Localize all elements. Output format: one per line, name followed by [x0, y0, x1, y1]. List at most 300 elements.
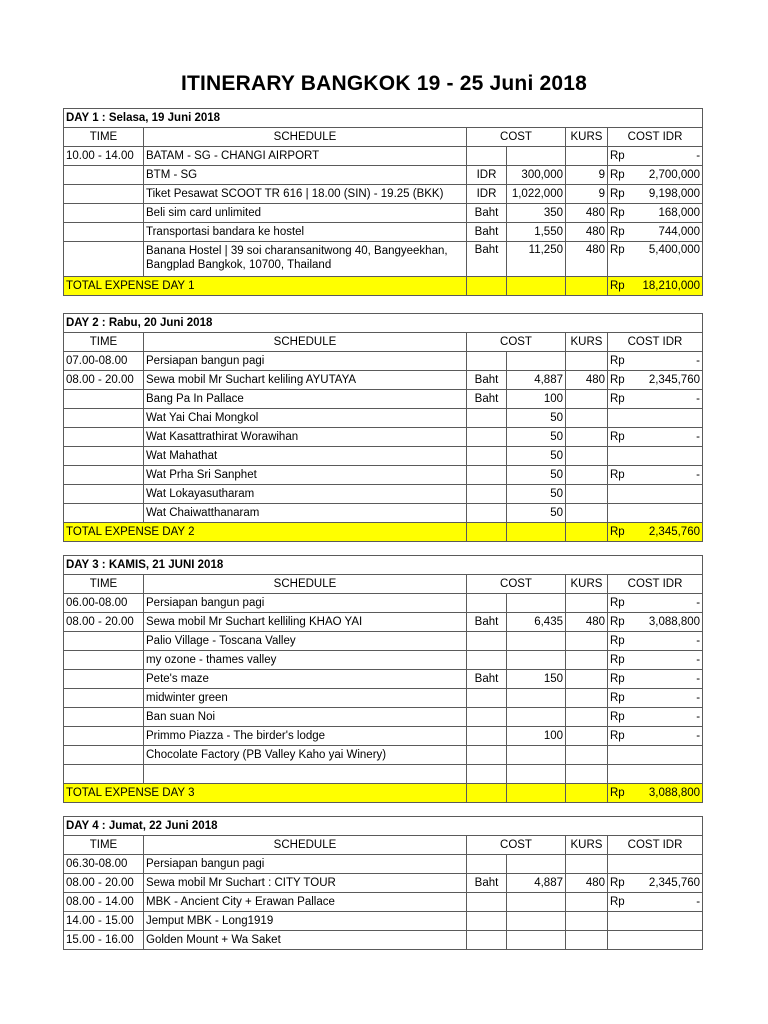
- time-cell: [64, 185, 144, 204]
- schedule-cell: MBK - Ancient City + Erawan Pallace: [144, 893, 467, 912]
- cost-idr-cell: 3,088,800: [627, 613, 703, 632]
- schedule-cell: Ban suan Noi: [144, 708, 467, 727]
- header-time: TIME: [64, 333, 144, 352]
- header-cost: COST: [467, 333, 566, 352]
- currency-cell: Baht: [467, 242, 507, 277]
- time-cell: [64, 651, 144, 670]
- header-kurs: KURS: [566, 836, 608, 855]
- total-cost-idr: 3,088,800: [627, 784, 703, 803]
- schedule-cell: Pete's maze: [144, 670, 467, 689]
- table-row: [64, 485, 703, 504]
- table-row: [64, 166, 703, 185]
- cost-cell: [507, 931, 566, 950]
- rp-label-cell: Rp: [608, 204, 627, 223]
- header-cost: COST: [467, 128, 566, 147]
- rp-label-cell: Rp: [608, 147, 627, 166]
- header-cost-idr: COST IDR: [608, 333, 703, 352]
- cost-idr-cell: [627, 504, 703, 523]
- rp-label-cell: [608, 765, 627, 784]
- currency-cell: [467, 765, 507, 784]
- day-title: DAY 1 : Selasa, 19 Juni 2018: [64, 109, 703, 128]
- currency-cell: [467, 147, 507, 166]
- header-cost: COST: [467, 836, 566, 855]
- day-title-row: [64, 817, 703, 836]
- time-cell: [64, 670, 144, 689]
- table-row: [64, 428, 703, 447]
- cost-idr-cell: -: [627, 390, 703, 409]
- table-row: [64, 893, 703, 912]
- rp-label-cell: Rp: [608, 670, 627, 689]
- rp-label-cell: Rp: [608, 594, 627, 613]
- time-cell: [64, 428, 144, 447]
- header-schedule: SCHEDULE: [144, 575, 467, 594]
- time-cell: [64, 390, 144, 409]
- total-currency-cell: [467, 277, 507, 296]
- schedule-cell: Persiapan bangun pagi: [144, 855, 467, 874]
- cost-cell: [507, 708, 566, 727]
- table-row: [64, 204, 703, 223]
- cost-idr-cell: [627, 485, 703, 504]
- kurs-cell: [566, 855, 608, 874]
- day-3-table: [63, 555, 703, 803]
- time-cell: [64, 204, 144, 223]
- kurs-cell: [566, 409, 608, 428]
- header-row: [64, 836, 703, 855]
- table-row: [64, 746, 703, 765]
- cost-cell: 50: [507, 409, 566, 428]
- schedule-cell: Persiapan bangun pagi: [144, 594, 467, 613]
- table-row: [64, 651, 703, 670]
- currency-cell: Baht: [467, 371, 507, 390]
- header-row: [64, 575, 703, 594]
- kurs-cell: 480: [566, 371, 608, 390]
- time-cell: [64, 689, 144, 708]
- time-cell: 14.00 - 15.00: [64, 912, 144, 931]
- cost-cell: [507, 594, 566, 613]
- cost-idr-cell: 5,400,000: [627, 242, 703, 277]
- rp-label-cell: [608, 485, 627, 504]
- cost-cell: [507, 689, 566, 708]
- currency-cell: [467, 727, 507, 746]
- rp-label-cell: Rp: [608, 874, 627, 893]
- total-label: [64, 277, 467, 296]
- time-cell: [64, 447, 144, 466]
- kurs-cell: [566, 765, 608, 784]
- kurs-cell: 480: [566, 204, 608, 223]
- time-cell: [64, 409, 144, 428]
- header-schedule: SCHEDULE: [144, 333, 467, 352]
- schedule-cell: Transportasi bandara ke hostel: [144, 223, 467, 242]
- total-rp-label: Rp: [608, 523, 627, 542]
- schedule-cell: Wat Yai Chai Mongkol: [144, 409, 467, 428]
- cost-idr-cell: [627, 855, 703, 874]
- schedule-cell: Beli sim card unlimited: [144, 204, 467, 223]
- currency-cell: Baht: [467, 223, 507, 242]
- cost-idr-cell: 2,345,760: [627, 371, 703, 390]
- total-label-text: TOTAL EXPENSE DAY 2: [66, 525, 195, 538]
- schedule-cell: midwinter green: [144, 689, 467, 708]
- schedule-cell: Wat Chaiwatthanaram: [144, 504, 467, 523]
- kurs-cell: [566, 594, 608, 613]
- rp-label-cell: Rp: [608, 352, 627, 371]
- currency-cell: IDR: [467, 185, 507, 204]
- header-time: TIME: [64, 836, 144, 855]
- time-cell: 06.00-08.00: [64, 594, 144, 613]
- currency-cell: [467, 746, 507, 765]
- cost-idr-cell: -: [627, 147, 703, 166]
- cost-cell: [507, 855, 566, 874]
- kurs-cell: [566, 746, 608, 765]
- cost-idr-cell: 168,000: [627, 204, 703, 223]
- kurs-cell: 9: [566, 166, 608, 185]
- currency-cell: [467, 594, 507, 613]
- header-schedule: SCHEDULE: [144, 836, 467, 855]
- itinerary-table: [63, 816, 703, 950]
- cost-cell: 50: [507, 466, 566, 485]
- table-row: [64, 371, 703, 390]
- time-cell: [64, 166, 144, 185]
- cost-cell: 4,887: [507, 874, 566, 893]
- table-row: [64, 931, 703, 950]
- table-row: [64, 613, 703, 632]
- table-row: [64, 874, 703, 893]
- cost-cell: [507, 632, 566, 651]
- table-row: [64, 632, 703, 651]
- table-row: [64, 708, 703, 727]
- time-cell: [64, 708, 144, 727]
- schedule-cell: BATAM - SG - CHANGI AIRPORT: [144, 147, 467, 166]
- cost-idr-cell: [627, 447, 703, 466]
- total-kurs-cell: [566, 523, 608, 542]
- cost-idr-cell: -: [627, 594, 703, 613]
- total-kurs-cell: [566, 784, 608, 803]
- cost-idr-cell: 744,000: [627, 223, 703, 242]
- kurs-cell: [566, 147, 608, 166]
- cost-idr-cell: -: [627, 708, 703, 727]
- kurs-cell: [566, 931, 608, 950]
- kurs-cell: [566, 352, 608, 371]
- cost-idr-cell: 2,700,000: [627, 166, 703, 185]
- currency-cell: [467, 447, 507, 466]
- time-cell: [64, 485, 144, 504]
- cost-idr-cell: -: [627, 428, 703, 447]
- schedule-cell: Jemput MBK - Long1919: [144, 912, 467, 931]
- total-rp-label: Rp: [608, 277, 627, 296]
- cost-cell: [507, 912, 566, 931]
- document-title: ITINERARY BANGKOK 19 - 25 Juni 2018: [180, 72, 588, 95]
- day-4-table: [63, 816, 703, 950]
- currency-cell: [467, 352, 507, 371]
- rp-label-cell: [608, 931, 627, 950]
- schedule-cell: Sewa mobil Mr Suchart kelliling KHAO YAI: [144, 613, 467, 632]
- schedule-cell: Persiapan bangun pagi: [144, 352, 467, 371]
- itinerary-table: [63, 108, 703, 296]
- header-row: [64, 333, 703, 352]
- currency-cell: [467, 912, 507, 931]
- day-title-row: [64, 109, 703, 128]
- schedule-cell: Sewa mobil Mr Suchart keliling AYUTAYA: [144, 371, 467, 390]
- total-row: [64, 784, 703, 803]
- rp-label-cell: Rp: [608, 613, 627, 632]
- rp-label-cell: Rp: [608, 727, 627, 746]
- schedule-cell: Wat Lokayasutharam: [144, 485, 467, 504]
- table-row: [64, 727, 703, 746]
- rp-label-cell: Rp: [608, 632, 627, 651]
- currency-cell: [467, 409, 507, 428]
- rp-label-cell: [608, 912, 627, 931]
- table-row: [64, 390, 703, 409]
- cost-idr-cell: -: [627, 632, 703, 651]
- day-title: DAY 4 : Jumat, 22 Juni 2018: [64, 817, 703, 836]
- table-row: [64, 409, 703, 428]
- time-cell: 15.00 - 16.00: [64, 931, 144, 950]
- header-kurs: KURS: [566, 333, 608, 352]
- table-row: [64, 147, 703, 166]
- time-cell: 08.00 - 20.00: [64, 613, 144, 632]
- cost-idr-cell: [627, 912, 703, 931]
- kurs-cell: [566, 708, 608, 727]
- schedule-cell: Primmo Piazza - The birder's lodge: [144, 727, 467, 746]
- cost-idr-cell: -: [627, 352, 703, 371]
- rp-label-cell: [608, 855, 627, 874]
- rp-label-cell: Rp: [608, 651, 627, 670]
- cost-cell: 50: [507, 428, 566, 447]
- total-row: [64, 277, 703, 296]
- cost-cell: [507, 651, 566, 670]
- currency-cell: [467, 689, 507, 708]
- day-title-row: [64, 556, 703, 575]
- kurs-cell: 9: [566, 185, 608, 204]
- kurs-cell: [566, 466, 608, 485]
- table-row: [64, 504, 703, 523]
- table-row: [64, 689, 703, 708]
- cost-cell: [507, 746, 566, 765]
- time-cell: 07.00-08.00: [64, 352, 144, 371]
- kurs-cell: [566, 447, 608, 466]
- header-time: TIME: [64, 575, 144, 594]
- schedule-cell: Chocolate Factory (PB Valley Kaho yai Winery): [144, 746, 467, 765]
- day-title-row: [64, 314, 703, 333]
- rp-label-cell: Rp: [608, 428, 627, 447]
- total-currency-cell: [467, 784, 507, 803]
- rp-label-cell: Rp: [608, 242, 627, 277]
- cost-idr-cell: -: [627, 670, 703, 689]
- kurs-cell: [566, 390, 608, 409]
- kurs-cell: [566, 893, 608, 912]
- time-cell: 08.00 - 20.00: [64, 371, 144, 390]
- cost-cell: 300,000: [507, 166, 566, 185]
- time-cell: [64, 466, 144, 485]
- currency-cell: [467, 485, 507, 504]
- kurs-cell: 480: [566, 613, 608, 632]
- total-currency-cell: [467, 523, 507, 542]
- time-cell: [64, 746, 144, 765]
- currency-cell: IDR: [467, 166, 507, 185]
- kurs-cell: [566, 504, 608, 523]
- schedule-cell: Palio Village - Toscana Valley: [144, 632, 467, 651]
- schedule-cell: Banana Hostel | 39 soi charansanitwong 40, Bangyeekhan, Bangplad Bangkok, 10700, Thailand: [144, 242, 467, 277]
- rp-label-cell: Rp: [608, 390, 627, 409]
- total-cost-idr: 2,345,760: [627, 523, 703, 542]
- day-title: DAY 3 : KAMIS, 21 JUNI 2018: [64, 556, 703, 575]
- schedule-cell: [144, 765, 467, 784]
- time-cell: [64, 504, 144, 523]
- cost-cell: 50: [507, 447, 566, 466]
- cost-cell: 1,550: [507, 223, 566, 242]
- schedule-cell: Wat Prha Sri Sanphet: [144, 466, 467, 485]
- cost-idr-cell: -: [627, 689, 703, 708]
- cost-cell: 4,887: [507, 371, 566, 390]
- rp-label-cell: [608, 409, 627, 428]
- header-cost: COST: [467, 575, 566, 594]
- day-1-table: [63, 108, 703, 296]
- currency-cell: Baht: [467, 874, 507, 893]
- rp-label-cell: [608, 746, 627, 765]
- time-cell: 06.30-08.00: [64, 855, 144, 874]
- time-cell: [64, 223, 144, 242]
- kurs-cell: [566, 912, 608, 931]
- total-label: [64, 784, 467, 803]
- currency-cell: Baht: [467, 613, 507, 632]
- header-cost-idr: COST IDR: [608, 836, 703, 855]
- currency-cell: Baht: [467, 204, 507, 223]
- header-cost-idr: COST IDR: [608, 575, 703, 594]
- currency-cell: Baht: [467, 670, 507, 689]
- cost-cell: [507, 765, 566, 784]
- kurs-cell: [566, 727, 608, 746]
- currency-cell: [467, 428, 507, 447]
- rp-label-cell: Rp: [608, 166, 627, 185]
- header-time: TIME: [64, 128, 144, 147]
- currency-cell: [467, 466, 507, 485]
- kurs-cell: 480: [566, 242, 608, 277]
- kurs-cell: 480: [566, 874, 608, 893]
- time-cell: [64, 242, 144, 277]
- cost-idr-cell: 9,198,000: [627, 185, 703, 204]
- cost-cell: 11,250: [507, 242, 566, 277]
- itinerary-table: [63, 313, 703, 542]
- cost-cell: 6,435: [507, 613, 566, 632]
- header-kurs: KURS: [566, 128, 608, 147]
- cost-idr-cell: [627, 931, 703, 950]
- total-cost-cell: [507, 784, 566, 803]
- kurs-cell: [566, 651, 608, 670]
- cost-cell: 50: [507, 485, 566, 504]
- table-row: [64, 670, 703, 689]
- kurs-cell: [566, 689, 608, 708]
- schedule-cell: Sewa mobil Mr Suchart : CITY TOUR: [144, 874, 467, 893]
- time-cell: 08.00 - 20.00: [64, 874, 144, 893]
- currency-cell: [467, 855, 507, 874]
- time-cell: [64, 632, 144, 651]
- kurs-cell: [566, 632, 608, 651]
- rp-label-cell: Rp: [608, 466, 627, 485]
- currency-cell: [467, 632, 507, 651]
- day-2-table: [63, 313, 703, 542]
- kurs-cell: [566, 485, 608, 504]
- cost-idr-cell: [627, 765, 703, 784]
- schedule-cell: Golden Mount + Wa Saket: [144, 931, 467, 950]
- schedule-cell: Bang Pa In Pallace: [144, 390, 467, 409]
- total-row: [64, 523, 703, 542]
- rp-label-cell: Rp: [608, 708, 627, 727]
- day-title: DAY 2 : Rabu, 20 Juni 2018: [64, 314, 703, 333]
- rp-label-cell: Rp: [608, 689, 627, 708]
- rp-label-cell: Rp: [608, 371, 627, 390]
- cost-cell: [507, 352, 566, 371]
- schedule-cell: Wat Mahathat: [144, 447, 467, 466]
- schedule-cell: Wat Kasattrathirat Worawihan: [144, 428, 467, 447]
- time-cell: [64, 727, 144, 746]
- table-row: [64, 765, 703, 784]
- currency-cell: [467, 893, 507, 912]
- table-row: [64, 594, 703, 613]
- rp-label-cell: [608, 504, 627, 523]
- currency-cell: [467, 931, 507, 950]
- cost-cell: 1,022,000: [507, 185, 566, 204]
- schedule-cell: BTM - SG: [144, 166, 467, 185]
- table-row: [64, 352, 703, 371]
- table-row: [64, 185, 703, 204]
- header-schedule: SCHEDULE: [144, 128, 467, 147]
- total-cost-idr: 18,210,000: [627, 277, 703, 296]
- currency-cell: [467, 651, 507, 670]
- rp-label-cell: Rp: [608, 185, 627, 204]
- total-rp-label: Rp: [608, 784, 627, 803]
- total-cost-cell: [507, 523, 566, 542]
- table-row: [64, 223, 703, 242]
- schedule-cell: Tiket Pesawat SCOOT TR 616 | 18.00 (SIN) - 19.25 (BKK): [144, 185, 467, 204]
- cost-cell: 350: [507, 204, 566, 223]
- cost-cell: 50: [507, 504, 566, 523]
- cost-idr-cell: -: [627, 893, 703, 912]
- time-cell: 10.00 - 14.00: [64, 147, 144, 166]
- table-row: [64, 466, 703, 485]
- total-cost-cell: [507, 277, 566, 296]
- cost-idr-cell: 2,345,760: [627, 874, 703, 893]
- total-label: [64, 523, 467, 542]
- total-kurs-cell: [566, 277, 608, 296]
- cost-cell: [507, 147, 566, 166]
- currency-cell: [467, 708, 507, 727]
- rp-label-cell: Rp: [608, 223, 627, 242]
- cost-cell: 100: [507, 727, 566, 746]
- total-label-text: TOTAL EXPENSE DAY 1: [66, 279, 195, 292]
- currency-cell: [467, 504, 507, 523]
- cost-idr-cell: -: [627, 727, 703, 746]
- cost-cell: 100: [507, 390, 566, 409]
- rp-label-cell: Rp: [608, 893, 627, 912]
- schedule-cell: my ozone - thames valley: [144, 651, 467, 670]
- currency-cell: Baht: [467, 390, 507, 409]
- kurs-cell: 480: [566, 223, 608, 242]
- rp-label-cell: [608, 447, 627, 466]
- header-kurs: KURS: [566, 575, 608, 594]
- header-cost-idr: COST IDR: [608, 128, 703, 147]
- cost-cell: [507, 893, 566, 912]
- cost-idr-cell: [627, 746, 703, 765]
- total-label-text: TOTAL EXPENSE DAY 3: [66, 786, 195, 799]
- cost-idr-cell: [627, 409, 703, 428]
- table-row: [64, 242, 703, 277]
- kurs-cell: [566, 428, 608, 447]
- cost-cell: 150: [507, 670, 566, 689]
- header-row: [64, 128, 703, 147]
- table-row: [64, 447, 703, 466]
- time-cell: 08.00 - 14.00: [64, 893, 144, 912]
- cost-idr-cell: -: [627, 651, 703, 670]
- kurs-cell: [566, 670, 608, 689]
